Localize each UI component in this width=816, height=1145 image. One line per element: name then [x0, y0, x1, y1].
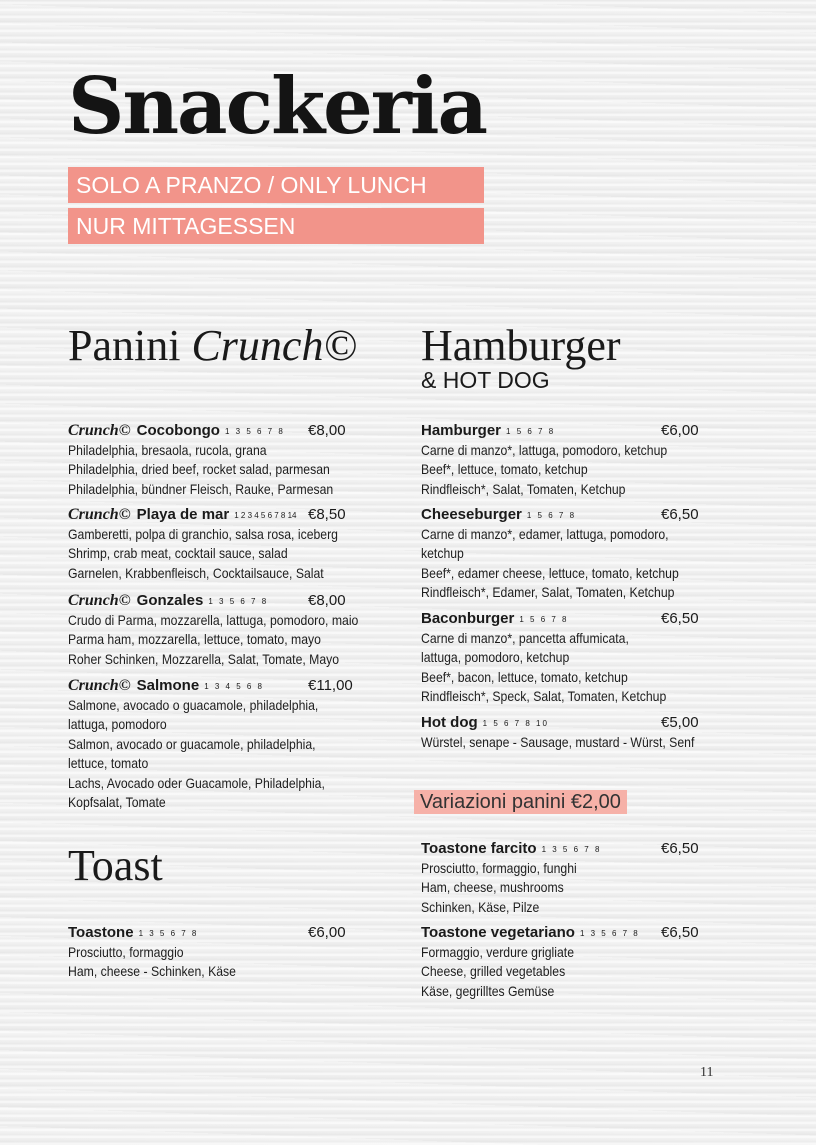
- section-title-panini: [68, 321, 357, 370]
- item-price: €11,00: [308, 677, 353, 694]
- item-name: Hamburger: [421, 422, 502, 439]
- menu-item-header: [68, 923, 388, 943]
- item-desc-line: ketchup: [421, 546, 464, 562]
- item-desc-line: Gamberetti, polpa di granchio, salsa rosa, iceberg: [68, 527, 338, 542]
- item-name: Hot dog: [421, 714, 478, 731]
- allergen-codes: 1 5 6 7 8: [526, 511, 577, 520]
- item-desc-line: Beef*, edamer cheese, lettuce, tomato, ketchup: [421, 565, 679, 581]
- item-desc-line: Philadelphia, dried beef, rocket salad, parmesan: [68, 462, 330, 478]
- allergen-codes: 1 3 5 6 7 8: [208, 597, 269, 606]
- lunch-only-banner-de: NUR MITTAGESSEN: [68, 208, 484, 244]
- item-name: Toastone vegetariano: [421, 924, 575, 941]
- item-desc-line: Beef*, lettuce, tomato, ketchup: [421, 462, 588, 478]
- allergen-codes: 1 3 5 6 7 8: [138, 929, 199, 938]
- item-price: €6,00: [308, 924, 346, 941]
- item-description: [68, 441, 388, 499]
- menu-item-header: [421, 421, 741, 441]
- item-price: €8,00: [308, 592, 346, 609]
- item-desc-line: Philadelphia, bresaola, rucola, grana: [68, 443, 267, 458]
- item-description: [68, 525, 388, 583]
- allergen-codes: 1 5 6 7 8 10: [482, 719, 549, 728]
- item-name: Toastone farcito: [421, 840, 537, 857]
- menu-item-header: [421, 839, 741, 859]
- menu-item-header: [421, 713, 741, 733]
- item-desc-line: Beef*, bacon, lettuce, tomato, ketchup: [421, 669, 628, 685]
- item-desc-line: Lachs, Avocado oder Guacamole, Philadelphia,: [68, 775, 325, 791]
- item-name: Salmone: [136, 677, 200, 694]
- item-name: Cheeseburger: [421, 506, 522, 523]
- menu-item-header: [68, 591, 388, 611]
- item-desc-line: Carne di manzo*, pancetta affumicata,: [421, 631, 629, 646]
- menu-item-salmone: [68, 676, 388, 812]
- item-desc-line: Cheese, grilled vegetables: [421, 964, 566, 980]
- menu-item-header: [68, 505, 388, 525]
- item-desc-line: Würstel, senape - Sausage, mustard - Würst, Senf: [421, 735, 695, 750]
- item-desc-line: Ham, cheese, mushrooms: [421, 880, 564, 896]
- menu-item-header: [421, 505, 741, 525]
- page-number: 11: [700, 1065, 714, 1080]
- item-description: [421, 859, 741, 917]
- item-name: Baconburger: [421, 610, 515, 627]
- item-brand: Crunch©: [68, 592, 131, 609]
- item-price: €6,00: [661, 422, 699, 439]
- item-desc-line: Salmon, avocado or guacamole, philadelphia,: [68, 736, 316, 752]
- item-brand: Crunch©: [68, 506, 131, 523]
- item-desc-line: Carne di manzo*, edamer, lattuga, pomodoro,: [421, 527, 669, 542]
- item-price: €6,50: [661, 924, 699, 941]
- page-title: Snackeria: [68, 61, 487, 152]
- menu-item-toastone-vegetariano: [421, 923, 741, 1001]
- item-description: [68, 611, 388, 669]
- item-description: [421, 733, 741, 752]
- menu-item-baconburger: [421, 609, 741, 707]
- item-desc-line: Ham, cheese - Schinken, Käse: [68, 964, 236, 980]
- item-price: €6,50: [661, 840, 699, 857]
- item-desc-line: Philadelphia, bündner Fleisch, Rauke, Parmesan: [68, 481, 334, 497]
- item-description: [68, 943, 388, 982]
- item-desc-line: Schinken, Käse, Pilze: [421, 899, 540, 915]
- menu-item-cocobongo: [68, 421, 388, 499]
- item-name: Playa de mar: [136, 506, 230, 523]
- item-desc-line: Garnelen, Krabbenfleisch, Cocktailsauce, Salat: [68, 565, 324, 581]
- allergen-codes: 1 3 5 6 7 8: [224, 427, 285, 436]
- item-desc-line: Parma ham, mozzarella, lettuce, tomato, mayo: [68, 632, 321, 648]
- item-desc-line: lattuga, pomodoro, ketchup: [421, 650, 570, 666]
- item-description: [421, 441, 741, 499]
- item-name: Gonzales: [136, 592, 204, 609]
- section-title-panini-brand: Crunch©: [191, 321, 357, 370]
- item-description: [68, 696, 388, 812]
- item-desc-line: Käse, gegrilltes Gemüse: [421, 983, 555, 999]
- item-desc-line: lattuga, pomodoro: [68, 717, 167, 733]
- item-price: €6,50: [661, 610, 699, 627]
- item-desc-line: lettuce, tomato: [68, 756, 149, 772]
- item-price: €8,50: [308, 506, 346, 523]
- item-desc-line: Salmone, avocado o guacamole, philadelphia,: [68, 698, 319, 713]
- menu-item-gonzales: [68, 591, 388, 669]
- menu-item-hot-dog: [421, 713, 741, 752]
- item-brand: Crunch©: [68, 677, 131, 694]
- item-price: €5,00: [661, 714, 699, 731]
- menu-item-toastone: [68, 923, 388, 982]
- allergen-codes: 1 5 6 7 8: [519, 615, 569, 624]
- item-brand: Crunch©: [68, 422, 131, 439]
- item-description: [421, 943, 741, 1001]
- item-desc-line: Kopfsalat, Tomate: [68, 795, 166, 811]
- item-desc-line: Roher Schinken, Mozzarella, Salat, Tomate, Mayo: [68, 651, 340, 667]
- item-desc-line: Carne di manzo*, lattuga, pomodoro, ketchup: [421, 443, 668, 458]
- item-desc-line: Rindfleisch*, Edamer, Salat, Tomaten, Ketchup: [421, 585, 675, 601]
- item-desc-line: Rindfleisch*, Speck, Salat, Tomaten, Ketchup: [421, 689, 667, 705]
- item-description: [421, 629, 741, 707]
- item-desc-line: Rindfleisch*, Salat, Tomaten, Ketchup: [421, 481, 626, 497]
- menu-item-header: [68, 421, 388, 441]
- menu-item-header: [68, 676, 388, 696]
- menu-item-header: [421, 609, 741, 629]
- section-title-hamburger: Hamburger: [421, 321, 621, 370]
- allergen-codes: 1 3 5 6 7 8: [579, 929, 640, 938]
- item-desc-line: Crudo di Parma, mozzarella, lattuga, pomodoro, maio: [68, 613, 359, 628]
- item-desc-line: Prosciutto, formaggio: [68, 945, 184, 960]
- menu-item-toastone-farcito: [421, 839, 741, 917]
- section-title-panini-label: Panini: [68, 321, 181, 370]
- lunch-only-banner: SOLO A PRANZO / ONLY LUNCH: [68, 167, 484, 203]
- section-subtitle-hot-dog: & HOT DOG: [421, 367, 550, 393]
- item-name: Cocobongo: [136, 422, 220, 439]
- allergen-codes: 1 5 6 7 8: [506, 427, 556, 436]
- item-desc-line: Shrimp, crab meat, cocktail sauce, salad: [68, 546, 288, 562]
- menu-item-cheeseburger: [421, 505, 741, 603]
- section-title-toast: Toast: [68, 841, 163, 890]
- item-price: €8,00: [308, 422, 346, 439]
- allergen-codes: 1 2 3 4 5 6 7 8 14: [234, 511, 297, 520]
- allergen-codes: 1 3 4 5 6 8: [204, 682, 264, 691]
- item-name: Toastone: [68, 924, 134, 941]
- item-desc-line: Formaggio, verdure grigliate: [421, 945, 575, 960]
- allergen-codes: 1 3 5 6 7 8: [541, 845, 602, 854]
- menu-item-header: [421, 923, 741, 943]
- item-desc-line: Prosciutto, formaggio, funghi: [421, 861, 577, 876]
- menu-item-playa-de-mar: [68, 505, 388, 583]
- menu-item-hamburger: [421, 421, 741, 499]
- item-description: [421, 525, 741, 603]
- variation-price-highlight: Variazioni panini €2,00: [414, 790, 627, 814]
- item-price: €6,50: [661, 506, 699, 523]
